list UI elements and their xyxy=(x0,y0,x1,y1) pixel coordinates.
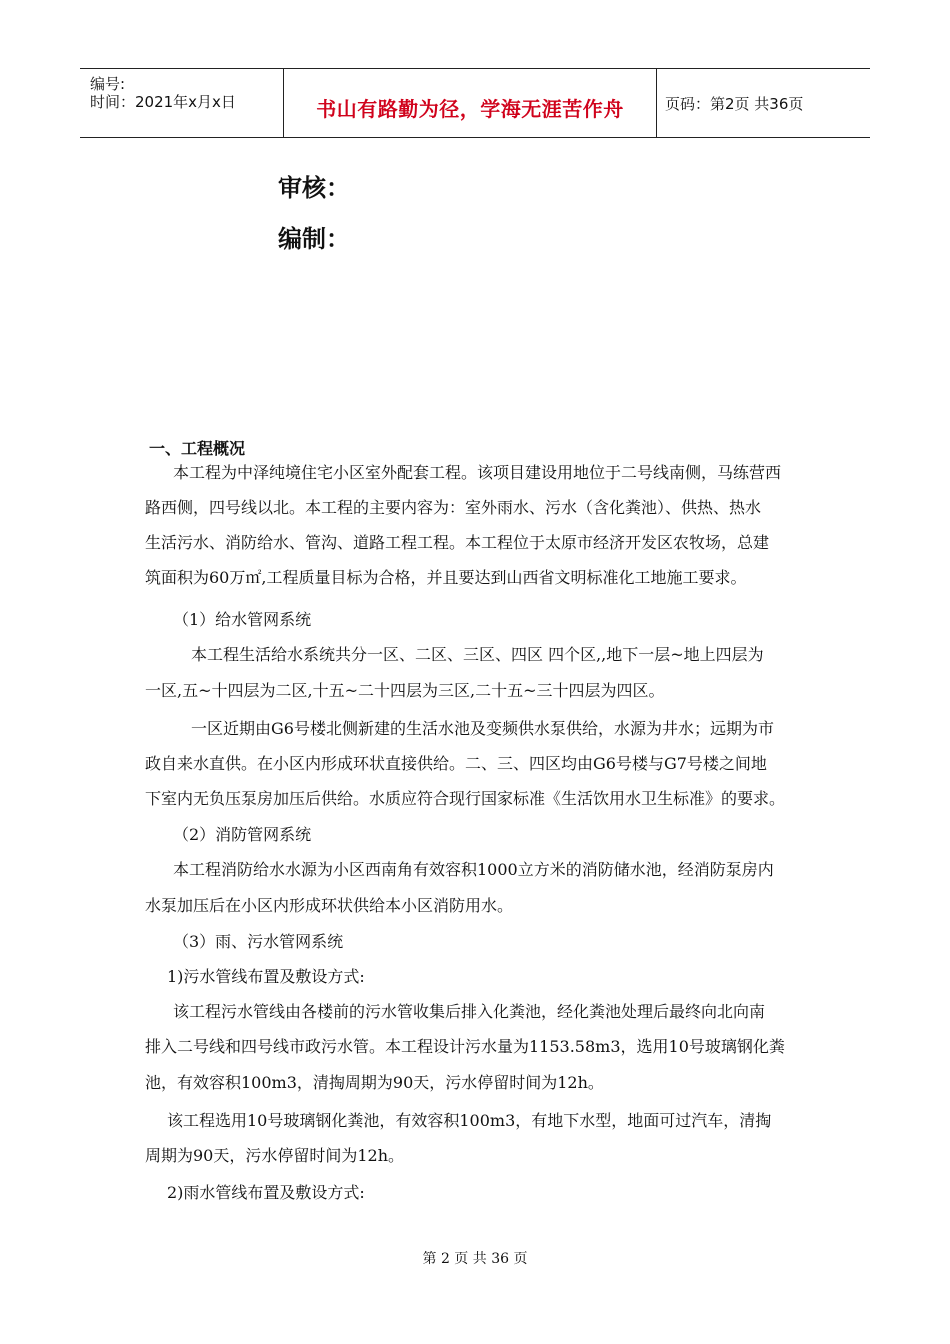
body-line: 生活污水、消防给水、管沟、道路工程工程。本工程位于太原市经济开发区农牧场，总建 xyxy=(145,533,770,552)
body-line: 本工程消防给水水源为小区西南角有效容积1000立方米的消防储水池，经消防泵房内 xyxy=(173,860,774,879)
body-line: 水泵加压后在小区内形成环状供给本小区消防用水。 xyxy=(145,896,514,915)
subsection-title: （2）消防管网系统 xyxy=(173,825,312,844)
document-number-label: 编号: xyxy=(90,75,126,93)
subsection-title: （3）雨、污水管网系统 xyxy=(173,932,344,951)
body-line: 一区近期由G6号楼北侧新建的生活水池及变频供水泵供给，水源为井水；远期为市 xyxy=(191,719,774,738)
body-line: 下室内无负压泵房加压后供给。水质应符合现行国家标准《生活饮用水卫生标准》的要求。 xyxy=(145,789,786,808)
body-line: 排入二号线和四号线市政污水管。本工程设计污水量为1153.58m3，选用10号玻璃钢化粪 xyxy=(145,1037,785,1056)
header-page-info: 页码：第2页 共36页 xyxy=(665,95,804,113)
header-left-cell xyxy=(80,69,283,137)
body-line: 本工程为中泽纯境住宅小区室外配套工程。该项目建设用地位于二号线南侧，马练营西 xyxy=(173,463,782,482)
subsection-title: 1)污水管线布置及敷设方式: xyxy=(167,967,365,986)
body-line: 该工程选用10号玻璃钢化粪池，有效容积100m3，有地下水型，地面可过汽车，清掏 xyxy=(167,1111,772,1130)
page-header xyxy=(80,68,870,138)
review-label: 审核： xyxy=(278,174,350,202)
compile-label: 编制： xyxy=(278,225,350,253)
document-date: 时间：2021年x月x日 xyxy=(90,93,236,111)
body-line: 一区,五~十四层为二区,十五~二十四层为三区,二十五~三十四层为四区。 xyxy=(145,681,665,700)
page-footer: 第 2 页 共 36 页 xyxy=(422,1251,528,1267)
header-motto: 书山有路勤为径，学海无涯苦作舟 xyxy=(316,97,624,121)
body-line: 政自来水直供。在小区内形成环状直接供给。二、三、四区均由G6号楼与G7号楼之间地 xyxy=(145,754,767,773)
body-line: 该工程污水管线由各楼前的污水管收集后排入化粪池，经化粪池处理后最终向北向南 xyxy=(173,1002,766,1021)
body-line: 本工程生活给水系统共分一区、二区、三区、四区 四个区,,地下一层~地上四层为 xyxy=(191,645,764,664)
body-line: 路西侧，四号线以北。本工程的主要内容为：室外雨水、污水（含化粪池）、供热、热水 xyxy=(145,498,762,517)
body-line: 池，有效容积100m3，清掏周期为90天，污水停留时间为12h。 xyxy=(145,1073,604,1092)
body-line: 周期为90天，污水停留时间为12h。 xyxy=(145,1146,405,1165)
section-title: 一、工程概况 xyxy=(149,439,246,458)
subsection-title: 2)雨水管线布置及敷设方式: xyxy=(167,1183,365,1202)
subsection-title: （1）给水管网系统 xyxy=(173,610,312,629)
header-right-cell xyxy=(655,69,870,137)
header-motto-cell xyxy=(283,69,657,137)
body-line: 筑面积为60万㎡,工程质量目标为合格，并且要达到山西省文明标准化工地施工要求。 xyxy=(145,568,747,587)
